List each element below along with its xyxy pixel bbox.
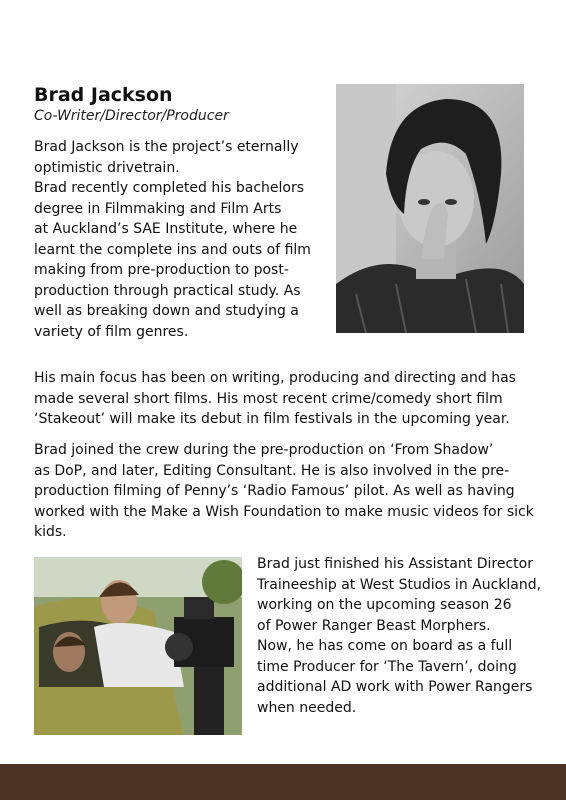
focus-paragraph: His main focus has been on writing, producing and directing and has made several short films. His most recent crime/comedy short film ‘Stakeout’ will make its debut in film festivals in the upcoming year. xyxy=(34,370,516,427)
on-set-illustration xyxy=(34,557,242,735)
person-role: Co-Writer/Director/Producer xyxy=(34,108,229,124)
joined-paragraph: Brad joined the crew during the pre-production on ‘From Shadow’ as DoP, and later, Editing Consultant. He is also involved in the pre- production filming of Penny’s ‘Radio Famous’ pilot. As well as having worked with the Make a Wish Foundation to make music videos for sick kids. xyxy=(34,442,534,540)
footer-bar xyxy=(0,764,566,800)
portrait-illustration xyxy=(336,84,524,333)
person-name: Brad Jackson xyxy=(34,84,173,106)
intro-paragraph: Brad Jackson is the project’s eternally optimistic drivetrain. Brad recently completed his bachelors degree in Filmmaking and Film Arts at Auckland’s SAE Institute, where he learnt the complete ins and outs of film making from pre-production to post- production through practical study. As well as breaking down and studying a variety of film genres. xyxy=(34,139,311,340)
on-set-photo xyxy=(34,557,242,735)
portrait-photo xyxy=(336,84,524,333)
finished-paragraph: Brad just finished his Assistant Director Traineeship at West Studios in Auckland, working on the upcoming season 26 of Power Ranger Beast Morphers. Now, he has come on board as a full time Producer for ‘The Tavern’, doing additional AD work with Power Rangers when needed. xyxy=(257,556,542,716)
